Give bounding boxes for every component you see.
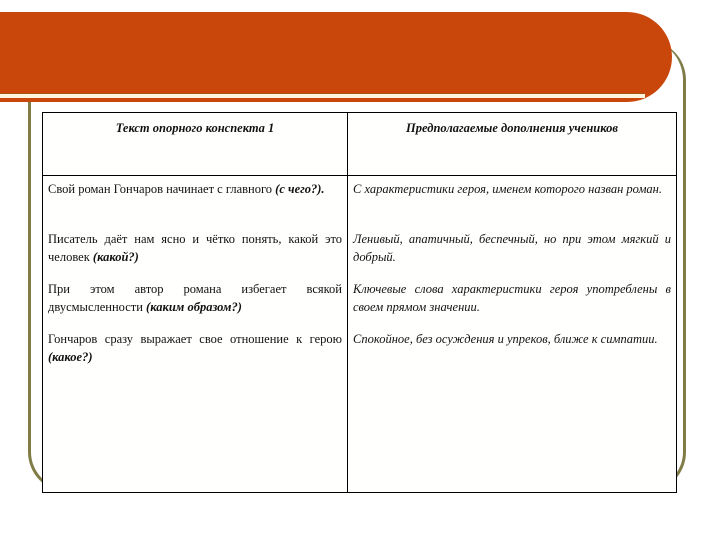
student-answer-2: Ленивый, апатичный, беспечный, но при этом мягкий и добрый. bbox=[353, 232, 671, 264]
sentence-text: Гончаров сразу выражает свое отношение к герою bbox=[48, 332, 342, 346]
reference-sentence-2 bbox=[48, 230, 342, 266]
title-stripe bbox=[0, 94, 645, 98]
student-answer-1: С характеристики героя, именем которого назван роман. bbox=[353, 182, 663, 196]
guiding-question: (каким образом?) bbox=[146, 300, 242, 314]
table-header-row bbox=[43, 113, 677, 176]
comparison-table bbox=[42, 112, 677, 493]
reference-sentence-3 bbox=[48, 280, 342, 316]
student-answer-4: Спокойное, без осуждения и упреков, ближе к симпатии. bbox=[353, 332, 658, 346]
sentence-text: При этом автор романа избегает всякой двусмысленности bbox=[48, 282, 342, 314]
table-row bbox=[43, 176, 677, 493]
left-column-cell bbox=[43, 176, 348, 493]
guiding-question: (с чего?). bbox=[275, 182, 325, 196]
header-reference-text: Текст опорного конспекта 1 bbox=[43, 113, 348, 176]
sentence-text: Писатель даёт нам ясно и чётко понять, какой это человек bbox=[48, 232, 342, 264]
guiding-question: (какое?) bbox=[48, 350, 93, 364]
reference-sentence-1 bbox=[48, 180, 342, 216]
sentence-text: Свой роман Гончаров начинает с главного bbox=[48, 182, 276, 196]
title-bar bbox=[0, 12, 672, 102]
right-column-cell bbox=[348, 176, 677, 493]
reference-sentence-4 bbox=[48, 330, 342, 366]
guiding-question: (какой?) bbox=[92, 250, 139, 264]
student-answer-3: Ключевые слова характеристики героя употреблены в своем прямом значении. bbox=[353, 282, 671, 314]
header-student-additions: Предполагаемые дополнения учеников bbox=[348, 113, 677, 176]
